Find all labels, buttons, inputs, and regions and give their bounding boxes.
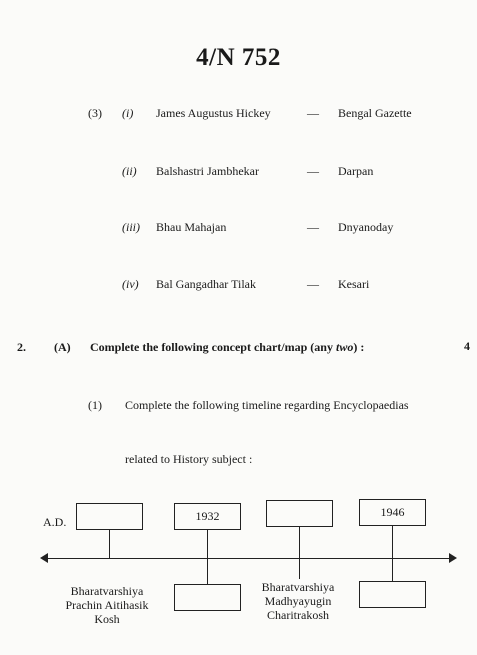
subquestion-line-2: related to History subject : [125, 452, 253, 466]
timeline-bottom-box-1[interactable] [174, 584, 241, 611]
timeline-label-2 [243, 580, 353, 622]
timeline-label-1-line-2: Prachin Aitihasik [65, 598, 149, 612]
connector-3 [299, 527, 300, 579]
subquestion-line-1: Complete the following timeline regarding Encyclopaedias [125, 398, 409, 412]
row-2-paper: Darpan [338, 164, 374, 178]
row-3-name: Bhau Mahajan [156, 220, 227, 234]
era-label: A.D. [43, 515, 67, 529]
question-2-text-emph: two [335, 340, 354, 354]
timeline-axis [44, 558, 449, 559]
connector-4 [392, 526, 393, 581]
timeline-right-arrow [449, 553, 457, 563]
timeline-left-arrow [40, 553, 48, 563]
subquestion-number: (1) [88, 398, 102, 412]
question-2-number: 2. [17, 340, 26, 354]
row-3-dash: — [307, 220, 319, 234]
timeline-top-box-4: 1946 [359, 499, 426, 526]
question-2-part: (A) [54, 340, 71, 354]
row-4-dash: — [307, 277, 319, 291]
row-2-name: Balshastri Jambhekar [156, 164, 259, 178]
timeline-top-box-1[interactable] [76, 503, 143, 530]
timeline-top-box-3[interactable] [266, 500, 333, 527]
question-2-text-main: Complete the following concept chart/map (any [90, 340, 336, 354]
timeline-bottom-box-2[interactable] [359, 581, 426, 608]
row-4-paper: Kesari [338, 277, 370, 291]
timeline-top-box-2: 1932 [174, 503, 241, 530]
question-2-text [90, 340, 364, 355]
timeline-label-2-line-1: Bharatvarshiya [261, 580, 335, 594]
connector-1 [109, 530, 110, 558]
row-2-dash: — [307, 164, 319, 178]
row-1-dash: — [307, 106, 319, 120]
question-number-3: (3) [88, 106, 102, 120]
row-3-paper: Dnyanoday [338, 220, 394, 234]
row-1-name: James Augustus Hickey [156, 106, 271, 120]
question-2-marks: 4 [464, 339, 470, 353]
row-1-paper: Bengal Gazette [338, 106, 412, 120]
timeline-label-1-line-1: Bharatvarshiya [70, 584, 144, 598]
timeline-label-2-line-2: Madhyayugin [264, 594, 332, 608]
row-4-name: Bal Gangadhar Tilak [156, 277, 256, 291]
row-1-roman: (i) [122, 106, 134, 120]
row-2-roman: (ii) [122, 164, 137, 178]
page-code: 4/N 752 [196, 44, 281, 71]
timeline-label-1 [52, 584, 162, 626]
timeline-label-1-line-3: Kosh [94, 612, 120, 626]
question-2-text-tail: ) : [353, 340, 365, 354]
timeline-label-2-line-3: Charitrakosh [267, 608, 329, 622]
row-3-roman: (iii) [122, 220, 140, 234]
row-4-roman: (iv) [122, 277, 139, 291]
